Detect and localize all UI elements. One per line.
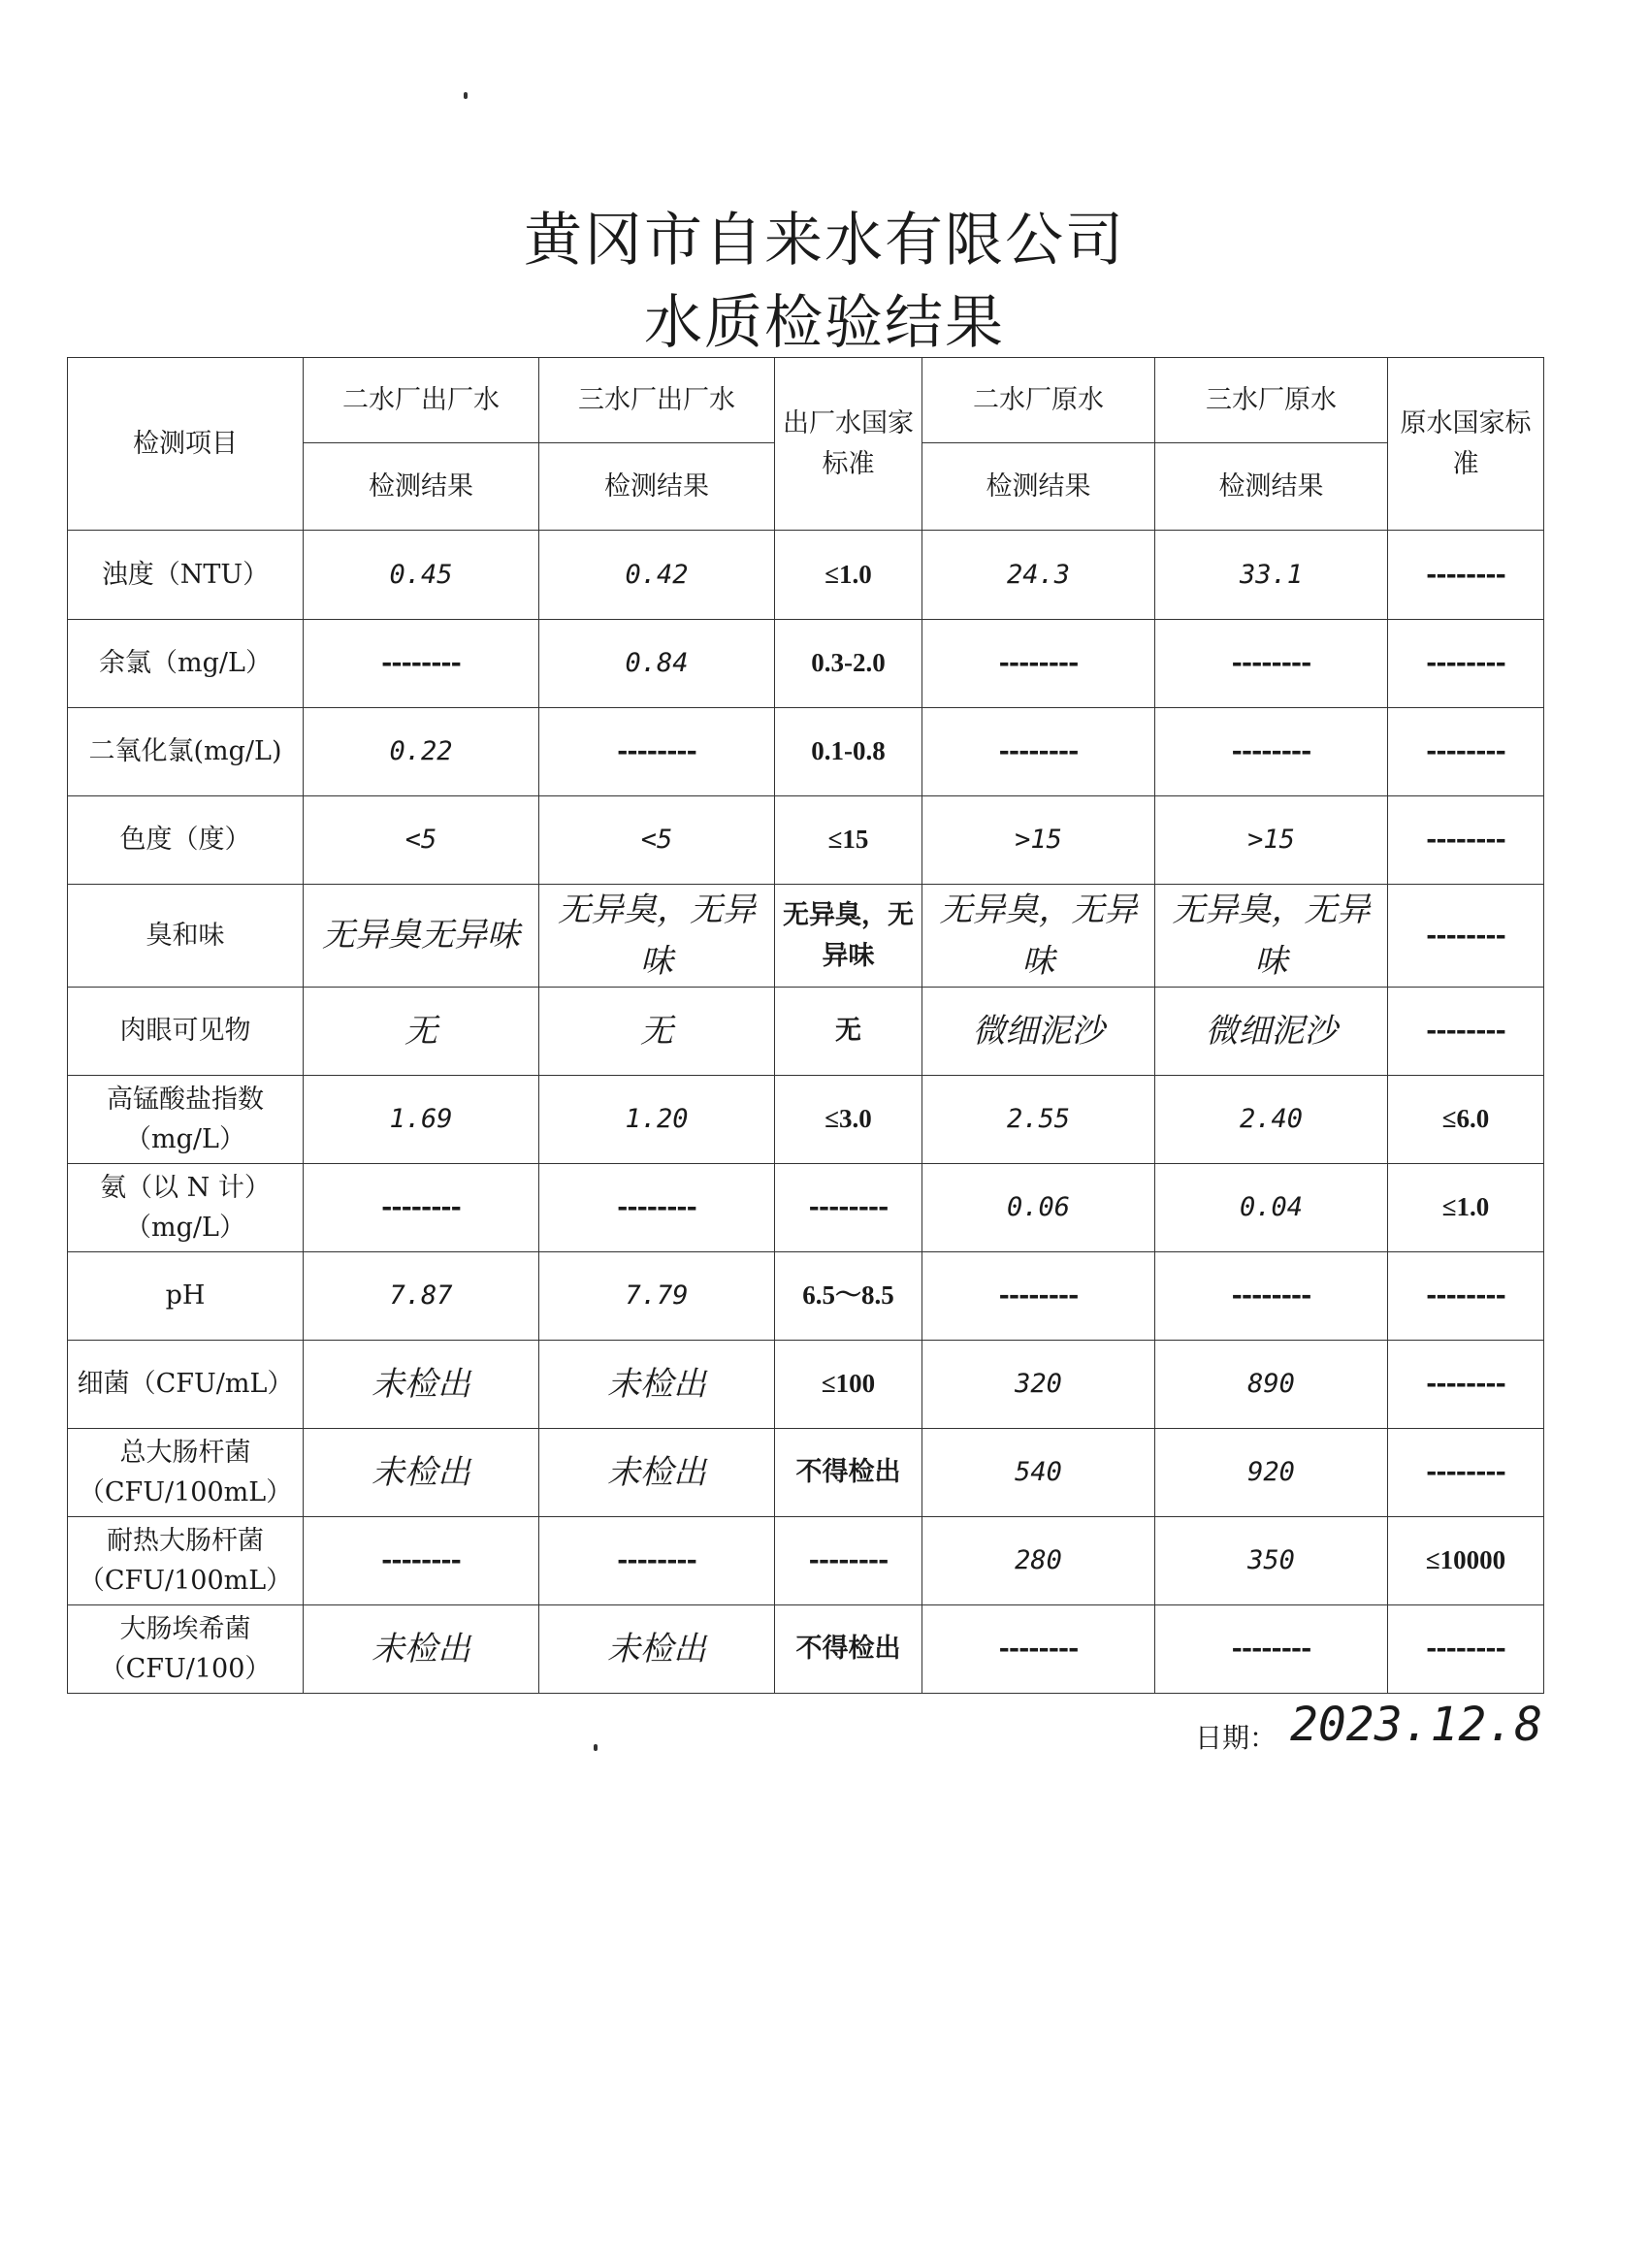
cell-plant2-out: 7.87	[304, 1252, 539, 1341]
date-value-handwritten: 2023.12.8	[1290, 1698, 1543, 1752]
cell-raw-standard: --------	[1388, 988, 1544, 1076]
cell-plant3-out: --------	[539, 708, 775, 796]
cell-out-standard: 6.5～8.5	[775, 1252, 922, 1341]
report-title: 水质检验结果	[644, 289, 1005, 357]
cell-plant2-raw: --------	[922, 1605, 1155, 1694]
cell-plant2-raw: >15	[922, 796, 1155, 885]
water-quality-table	[67, 357, 1544, 1694]
cell-plant2-out: --------	[304, 1164, 539, 1252]
cell-item: 浊度（NTU）	[68, 531, 304, 620]
date-label: 日期：	[1195, 1722, 1277, 1754]
cell-plant3-raw: --------	[1155, 708, 1388, 796]
cell-plant3-out: 未检出	[539, 1341, 775, 1429]
cell-plant3-out: <5	[539, 796, 775, 885]
cell-out-standard: 0.3-2.0	[775, 620, 922, 708]
cell-plant2-raw: 2.55	[922, 1076, 1155, 1164]
cell-out-standard: --------	[775, 1517, 922, 1605]
cell-raw-standard: --------	[1388, 1341, 1544, 1429]
cell-plant2-raw: 320	[922, 1341, 1155, 1429]
table-row	[68, 1605, 1544, 1694]
table-row	[68, 1252, 1544, 1341]
table-row	[68, 1429, 1544, 1517]
cell-raw-standard: --------	[1388, 1252, 1544, 1341]
cell-plant3-raw: 33.1	[1155, 531, 1388, 620]
cell-plant3-out: 1.20	[539, 1076, 775, 1164]
cell-plant2-raw: --------	[922, 1252, 1155, 1341]
cell-raw-standard: --------	[1388, 1605, 1544, 1694]
table-row	[68, 1164, 1544, 1252]
cell-plant2-out: 1.69	[304, 1076, 539, 1164]
cell-plant2-out: 0.22	[304, 708, 539, 796]
cell-raw-standard: --------	[1388, 1429, 1544, 1517]
cell-plant3-raw: --------	[1155, 620, 1388, 708]
table-row	[68, 1341, 1544, 1429]
cell-plant2-raw: 微细泥沙	[922, 988, 1155, 1076]
cell-plant3-raw: 2.40	[1155, 1076, 1388, 1164]
cell-out-standard: --------	[775, 1164, 922, 1252]
cell-plant3-raw: --------	[1155, 1605, 1388, 1694]
cell-item: 细菌（CFU/mL）	[68, 1341, 304, 1429]
subheader-result: 检测结果	[304, 443, 539, 531]
table-row	[68, 988, 1544, 1076]
cell-plant2-out: --------	[304, 1517, 539, 1605]
subheader-result: 检测结果	[539, 443, 775, 531]
cell-raw-standard: --------	[1388, 620, 1544, 708]
cell-plant3-out: --------	[539, 1164, 775, 1252]
cell-plant3-out: 未检出	[539, 1429, 775, 1517]
cell-plant3-out: 未检出	[539, 1605, 775, 1694]
cell-plant2-raw: 540	[922, 1429, 1155, 1517]
cell-raw-standard: ≤10000	[1388, 1517, 1544, 1605]
cell-plant3-out: 无	[539, 988, 775, 1076]
cell-plant2-raw: 0.06	[922, 1164, 1155, 1252]
cell-out-standard: 0.1-0.8	[775, 708, 922, 796]
cell-item: 耐热大肠杆菌（CFU/100mL）	[68, 1517, 304, 1605]
table-row	[68, 885, 1544, 988]
subheader-result: 检测结果	[922, 443, 1155, 531]
cell-plant3-raw: 微细泥沙	[1155, 988, 1388, 1076]
cell-plant2-out: 无异臭无异味	[304, 885, 539, 988]
cell-item: 二氧化氯(mg/L)	[68, 708, 304, 796]
cell-out-standard: 无	[775, 988, 922, 1076]
subheader-result: 检测结果	[1155, 443, 1388, 531]
cell-out-standard: 无异臭，无异味	[775, 885, 922, 988]
cell-item: 色度（度）	[68, 796, 304, 885]
cell-item: 氨（以 N 计）（mg/L）	[68, 1164, 304, 1252]
cell-plant2-out: 未检出	[304, 1429, 539, 1517]
cell-raw-standard: --------	[1388, 531, 1544, 620]
cell-plant3-raw: 890	[1155, 1341, 1388, 1429]
cell-plant3-raw: 920	[1155, 1429, 1388, 1517]
cell-plant3-out: --------	[539, 1517, 775, 1605]
cell-item: 大肠埃希菌（CFU/100）	[68, 1605, 304, 1694]
cell-out-standard: ≤15	[775, 796, 922, 885]
cell-plant3-raw: 0.04	[1155, 1164, 1388, 1252]
cell-raw-standard: --------	[1388, 796, 1544, 885]
cell-item: 肉眼可见物	[68, 988, 304, 1076]
cell-out-standard: 不得检出	[775, 1605, 922, 1694]
header-plant2-out: 二水厂出厂水	[304, 358, 539, 443]
table-row	[68, 620, 1544, 708]
header-plant3-raw: 三水厂原水	[1155, 358, 1388, 443]
cell-out-standard: ≤1.0	[775, 531, 922, 620]
cell-plant2-out: 0.45	[304, 531, 539, 620]
cell-plant2-raw: 24.3	[922, 531, 1155, 620]
cell-plant2-raw: --------	[922, 708, 1155, 796]
header-plant3-out: 三水厂出厂水	[539, 358, 775, 443]
cell-plant3-raw: >15	[1155, 796, 1388, 885]
cell-plant3-raw: 350	[1155, 1517, 1388, 1605]
cell-plant2-raw: 280	[922, 1517, 1155, 1605]
cell-item: pH	[68, 1252, 304, 1341]
header-out-standard: 出厂水国家标准	[775, 358, 922, 531]
cell-raw-standard: --------	[1388, 708, 1544, 796]
header-item: 检测项目	[68, 358, 304, 531]
header-row	[68, 358, 1544, 443]
cell-plant2-out: --------	[304, 620, 539, 708]
table-row	[68, 531, 1544, 620]
header-raw-standard: 原水国家标准	[1388, 358, 1544, 531]
table-row	[68, 796, 1544, 885]
cell-out-standard: 不得检出	[775, 1429, 922, 1517]
cell-plant3-out: 0.84	[539, 620, 775, 708]
scan-speck	[464, 92, 468, 99]
scan-speck	[594, 1744, 598, 1751]
cell-item: 高锰酸盐指数（mg/L）	[68, 1076, 304, 1164]
cell-item: 臭和味	[68, 885, 304, 988]
table-row	[68, 708, 1544, 796]
cell-plant2-raw: 无异臭，无异味	[922, 885, 1155, 988]
cell-plant3-out: 7.79	[539, 1252, 775, 1341]
company-title: 黄冈市自来水有限公司	[524, 207, 1125, 275]
cell-plant3-raw: 无异臭，无异味	[1155, 885, 1388, 988]
header-plant2-raw: 二水厂原水	[922, 358, 1155, 443]
cell-out-standard: ≤100	[775, 1341, 922, 1429]
cell-item: 总大肠杆菌（CFU/100mL）	[68, 1429, 304, 1517]
cell-plant2-out: 未检出	[304, 1341, 539, 1429]
cell-out-standard: ≤3.0	[775, 1076, 922, 1164]
cell-raw-standard: ≤1.0	[1388, 1164, 1544, 1252]
cell-plant2-out: 未检出	[304, 1605, 539, 1694]
cell-plant2-out: 无	[304, 988, 539, 1076]
cell-item: 余氯（mg/L）	[68, 620, 304, 708]
cell-plant3-out: 无异臭，无异味	[539, 885, 775, 988]
cell-plant2-raw: --------	[922, 620, 1155, 708]
cell-raw-standard: ≤6.0	[1388, 1076, 1544, 1164]
table-row	[68, 1076, 1544, 1164]
cell-raw-standard: --------	[1388, 885, 1544, 988]
cell-plant2-out: <5	[304, 796, 539, 885]
cell-plant3-out: 0.42	[539, 531, 775, 620]
cell-plant3-raw: --------	[1155, 1252, 1388, 1341]
table-row	[68, 1517, 1544, 1605]
